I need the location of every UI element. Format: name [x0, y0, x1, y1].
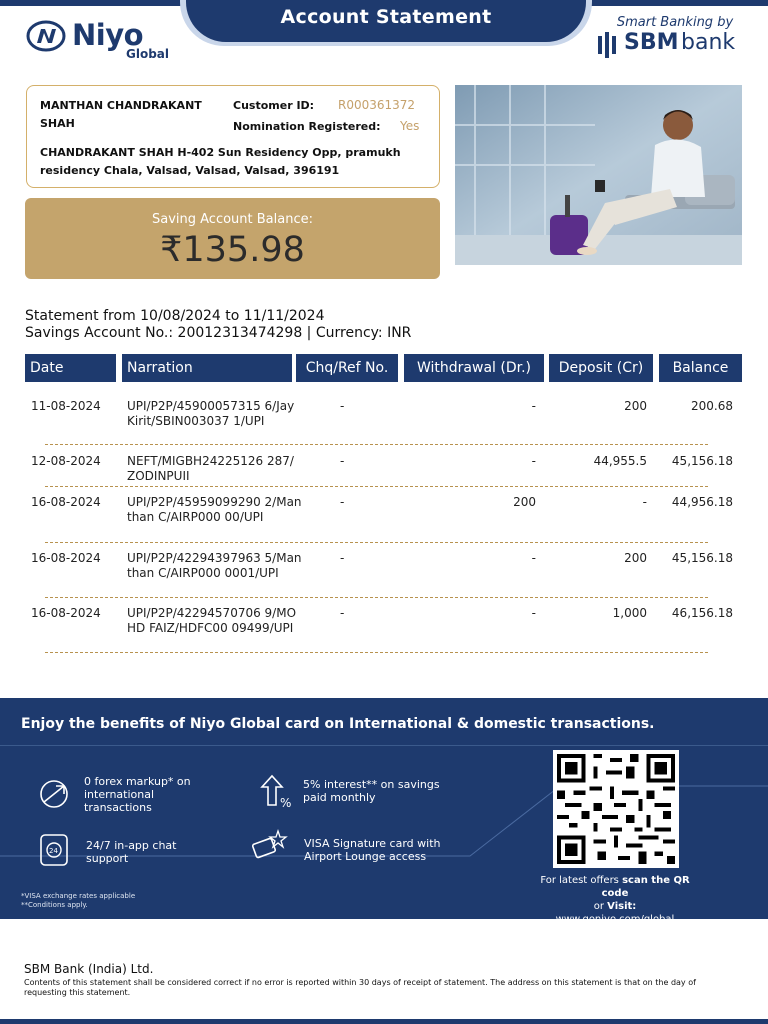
- row-deposit: -: [642, 495, 647, 509]
- customer-details-card: [26, 85, 440, 188]
- feature-forex-text: 0 forex markup* on international transactions: [84, 775, 191, 814]
- row-chq-ref: -: [340, 606, 345, 620]
- footer-disclaimer: Contents of this statement shall be considered correct if no error is reported within 30 days of receipt of statement. The address on this statement is that on the day of requesting this statement.: [24, 978, 696, 997]
- table-row: [25, 551, 733, 597]
- customer-id-value: R000361372: [338, 98, 416, 112]
- table-row: [25, 399, 733, 445]
- promo-footnotes: [21, 892, 135, 910]
- row-date: 16-08-2024: [31, 495, 101, 509]
- row-balance: 45,156.18: [671, 454, 733, 468]
- qr-caption-lead: For latest offers: [540, 875, 619, 886]
- column-header-chq-ref: Chq/Ref No.: [296, 354, 398, 382]
- footer-bank-name: SBM Bank (India) Ltd.: [24, 962, 154, 976]
- qr-caption-or: or: [593, 901, 604, 912]
- customer-id-label: Customer ID:: [233, 99, 315, 112]
- row-deposit: 200: [624, 399, 647, 413]
- column-header-deposit: Deposit (Cr): [549, 354, 653, 382]
- column-header-balance: Balance: [659, 354, 742, 382]
- column-header-withdrawal: Withdrawal (Dr.): [404, 354, 544, 382]
- promo-banner: [0, 698, 768, 925]
- phone-support-icon: [36, 832, 72, 868]
- row-chq-ref: -: [340, 454, 345, 468]
- airport-illustration: [455, 85, 742, 265]
- row-narration: UPI/P2P/42294397963 5/Manthan C/AIRP000 0001/UPI: [127, 551, 302, 580]
- row-divider: [45, 652, 708, 653]
- row-divider: [45, 486, 708, 487]
- row-withdrawal: -: [531, 606, 536, 620]
- table-row: [25, 606, 733, 652]
- row-date: 16-08-2024: [31, 551, 101, 565]
- sbm-bank-logo: [598, 30, 748, 60]
- row-balance: 200.68: [691, 399, 733, 413]
- row-divider: [45, 542, 708, 543]
- balance-card: [25, 198, 440, 279]
- nomination-value: Yes: [400, 119, 420, 133]
- row-balance: 46,156.18: [671, 606, 733, 620]
- row-chq-ref: -: [340, 551, 345, 565]
- row-withdrawal: -: [531, 551, 536, 565]
- row-deposit: 200: [624, 551, 647, 565]
- row-chq-ref: -: [340, 495, 345, 509]
- qr-caption-visit: Visit:: [607, 901, 637, 912]
- column-header-narration: Narration: [122, 354, 292, 382]
- footer-bar: [0, 1019, 768, 1024]
- row-date: 16-08-2024: [31, 606, 101, 620]
- row-divider: [45, 444, 708, 445]
- feature-interest-text: 5% interest** on savings paid monthly: [303, 778, 440, 804]
- feature-visa-text: VISA Signature card with Airport Lounge access: [304, 837, 441, 863]
- table-row: [25, 495, 733, 541]
- page-title: Account Statement: [280, 6, 492, 28]
- qr-code[interactable]: [553, 750, 679, 868]
- row-divider: [45, 597, 708, 598]
- page-header: [0, 0, 768, 70]
- customer-name: MANTHAN CHANDRAKANT SHAH: [40, 99, 202, 130]
- niyo-brand-sub: Global: [126, 47, 170, 61]
- balance-value: ₹135.98: [160, 230, 305, 270]
- niyo-brand-name: Niyo: [72, 18, 144, 52]
- row-narration: UPI/P2P/45900057315 6/Jay Kirit/SBIN003037 1/UPI: [127, 399, 295, 428]
- percent-arrow-icon: [258, 773, 294, 809]
- row-date: 11-08-2024: [31, 399, 101, 413]
- niyo-logo-icon: [26, 20, 66, 52]
- row-narration: UPI/P2P/42294570706 9/MOHD FAIZ/HDFC00 09499/UPI: [127, 606, 297, 635]
- row-narration: UPI/P2P/45959099290 2/Manthan C/AIRP000 00/UPI: [127, 495, 302, 524]
- row-withdrawal: 200: [513, 495, 536, 509]
- row-deposit: 1,000: [612, 606, 647, 620]
- plane-globe-icon: [36, 776, 72, 812]
- partner-name: SBM: [624, 30, 679, 55]
- row-withdrawal: -: [531, 454, 536, 468]
- card-star-icon: [250, 829, 286, 865]
- promo-note-conditions: **Conditions apply.: [21, 901, 88, 909]
- statement-period: Statement from 10/08/2024 to 11/11/2024: [25, 308, 325, 324]
- statement-account-info: Savings Account No.: 20012313474298 | Currency: INR: [25, 325, 412, 341]
- promo-note-visa: *VISA exchange rates applicable: [21, 892, 136, 900]
- qr-caption: [540, 874, 690, 926]
- svg-text:24: 24: [49, 847, 58, 855]
- row-balance: 45,156.18: [671, 551, 733, 565]
- row-chq-ref: -: [340, 399, 345, 413]
- qr-code-image: [557, 754, 675, 864]
- sbm-bars-icon: [598, 32, 616, 58]
- qr-url-link[interactable]: www.goniyo.com/global: [555, 914, 675, 925]
- row-narration: NEFT/MIGBH24225126 287/ZODINPUII: [127, 454, 294, 483]
- balance-label: Saving Account Balance:: [152, 212, 313, 227]
- row-balance: 44,956.18: [671, 495, 733, 509]
- feature-support-text: 24/7 in-app chat support: [86, 839, 177, 865]
- partner-bank-word: bank: [681, 30, 736, 55]
- table-row: [25, 454, 733, 486]
- svg-text:%: %: [280, 796, 292, 810]
- partner-tagline: Smart Banking by: [616, 15, 734, 30]
- promo-title: Enjoy the benefits of Niyo Global card on International & domestic transactions.: [21, 716, 655, 732]
- promo-photo-man-at-airport: [455, 85, 742, 265]
- row-withdrawal: -: [531, 399, 536, 413]
- nomination-label: Nomination Registered:: [233, 120, 381, 133]
- customer-address: CHANDRAKANT SHAH H-402 Sun Residency Opp, pramukh residency Chala, Valsad, Valsad, Valsad, 396191: [40, 146, 401, 177]
- row-date: 12-08-2024: [31, 454, 101, 468]
- qr-caption-scan: scan the QR code: [601, 875, 690, 899]
- column-header-date: Date: [25, 354, 116, 382]
- row-deposit: 44,955.5: [593, 454, 647, 468]
- niyo-global-logo: [26, 18, 186, 64]
